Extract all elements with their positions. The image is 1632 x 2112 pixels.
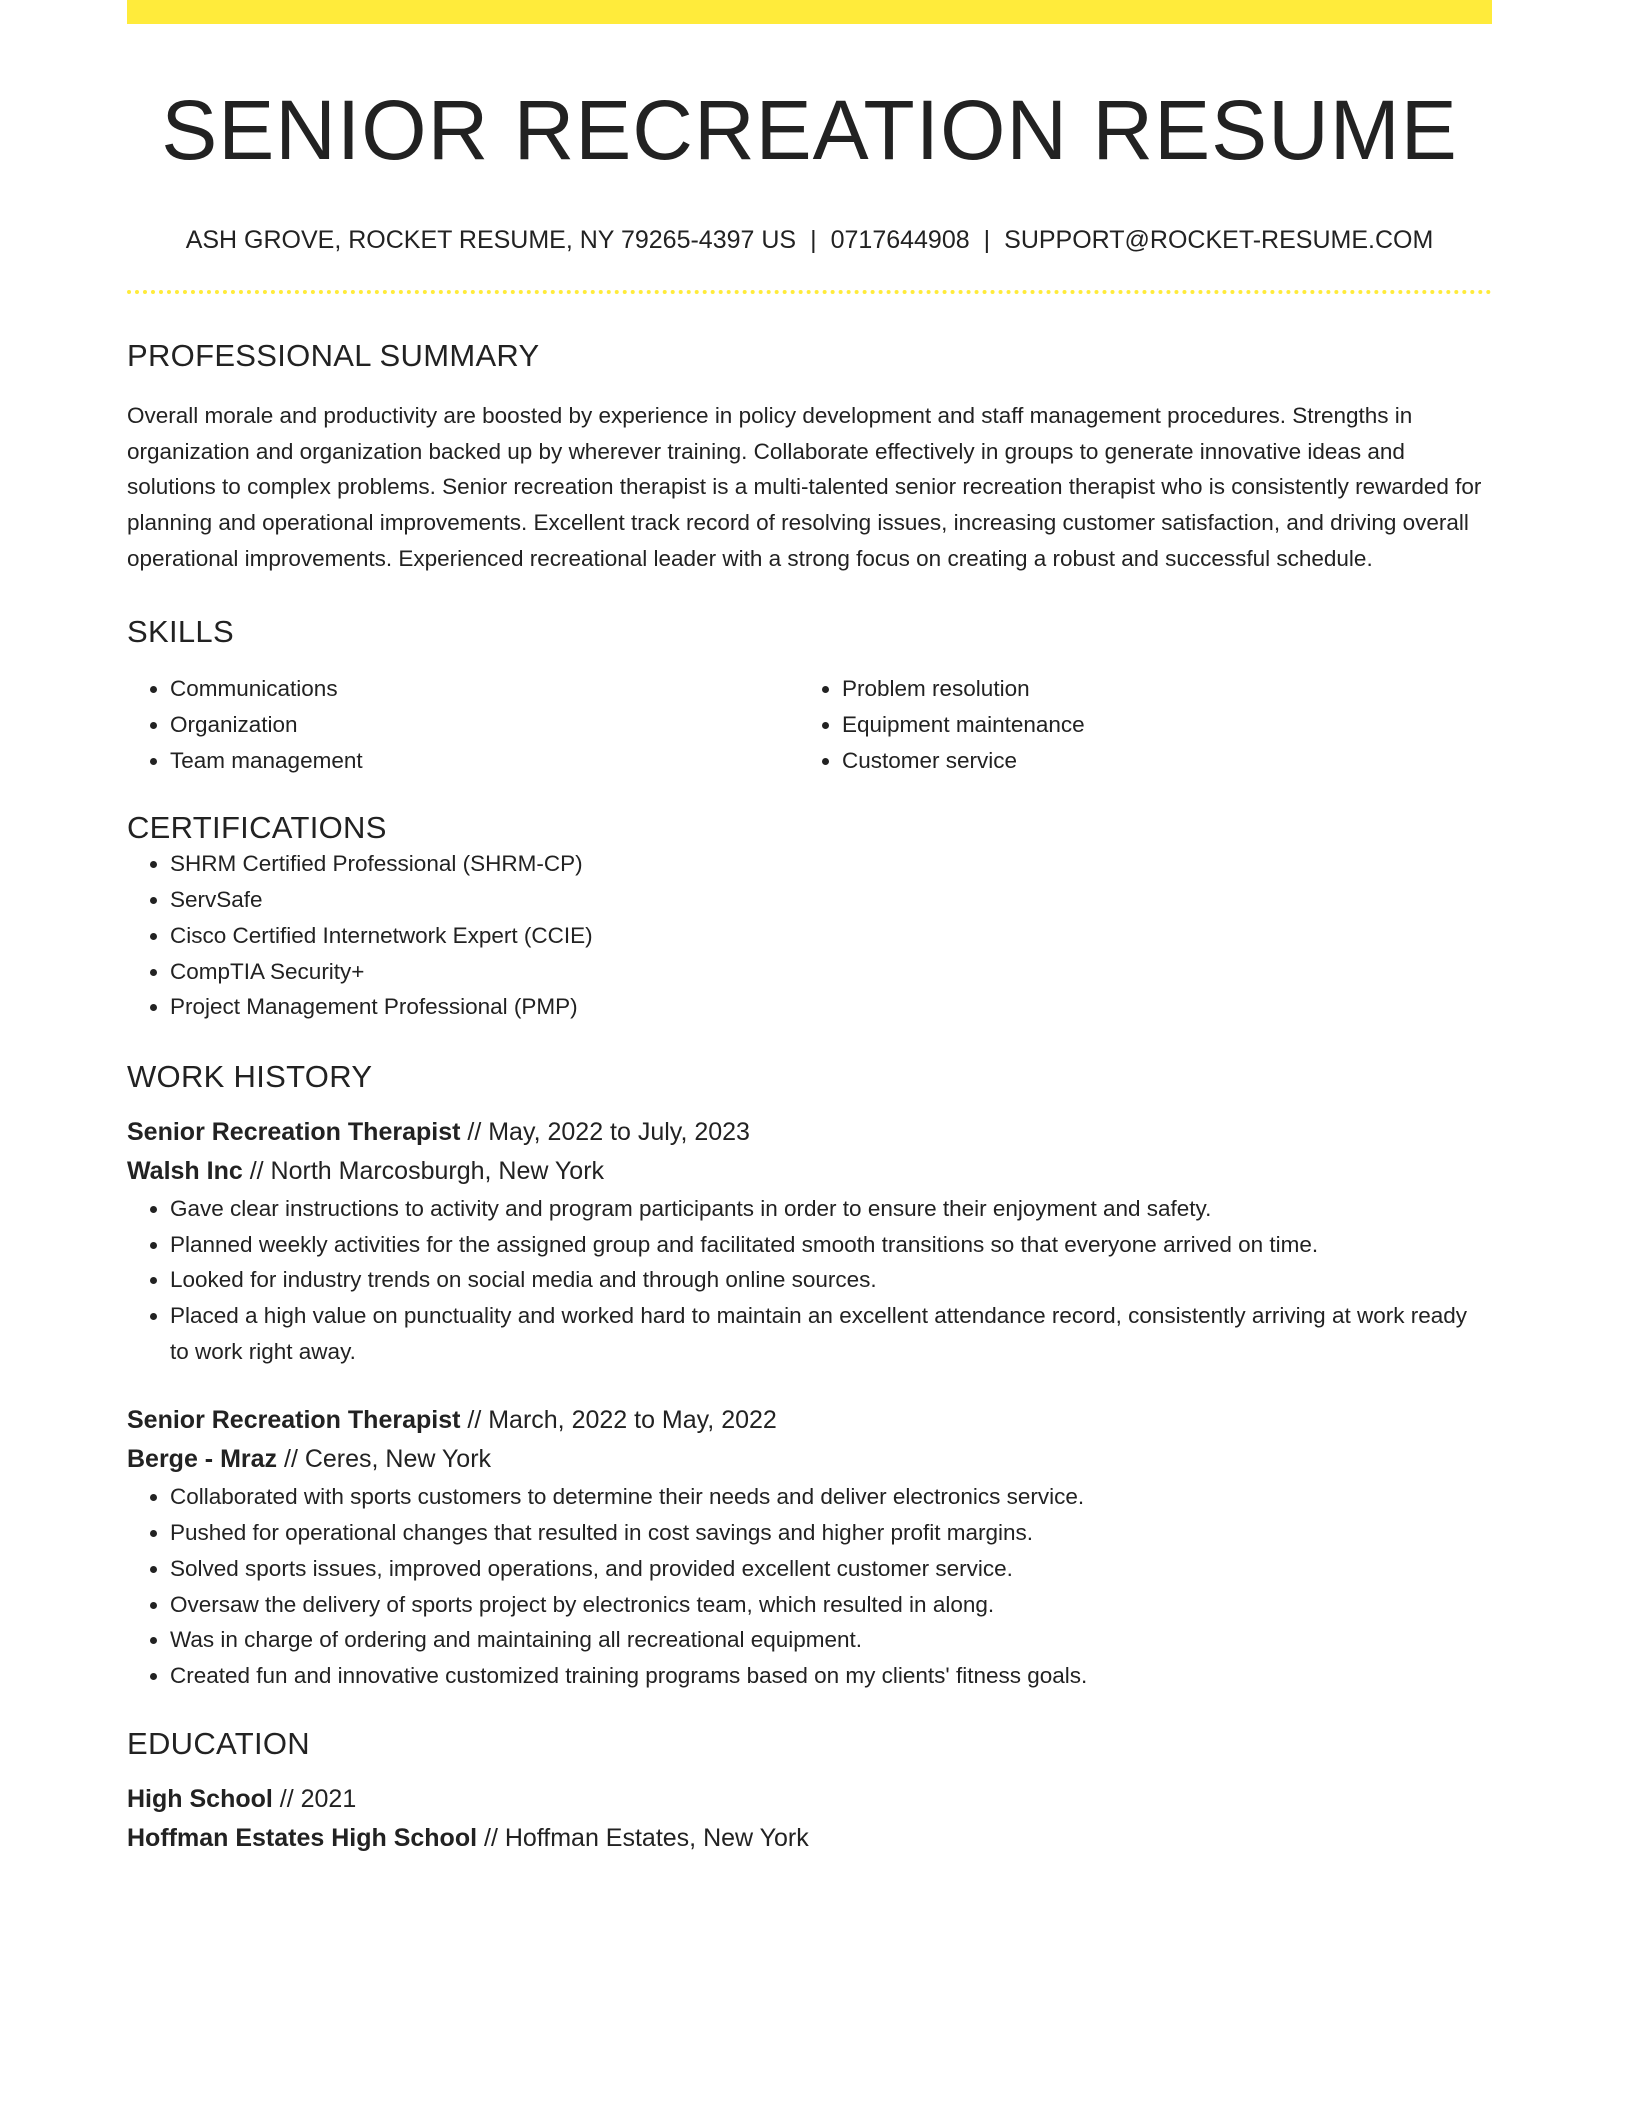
skill-item: • Problem resolution bbox=[842, 671, 1471, 707]
education-location: // Hoffman Estates, New York bbox=[477, 1823, 809, 1852]
skill-item: • Communications bbox=[170, 671, 799, 707]
contact-email: SUPPORT@ROCKET-RESUME.COM bbox=[1004, 225, 1434, 254]
skills-column-right bbox=[799, 671, 1471, 778]
skills-grid bbox=[127, 671, 1492, 778]
summary-text: Overall morale and productivity are boosted by experience in policy development and staff management procedures. Strengths in organization and organization backed up by wherever training. Collaborate effectively in groups to generate innovative ideas and solutions to complex problems. Senior recreation therapist is a multi-talented senior recreation therapist who is consistently rewarded for planning and operational improvements. Excellent track record of resolving issues, increasing customer satisfaction, and driving overall operational improvements. Experienced recreational leader with a strong focus on creating a robust and successful schedule. bbox=[127, 402, 1482, 571]
job-role-line bbox=[127, 1401, 1492, 1440]
job-dates: // March, 2022 to May, 2022 bbox=[460, 1406, 777, 1435]
education-school: Hoffman Estates High School bbox=[127, 1823, 478, 1852]
job-company-line bbox=[127, 1440, 1492, 1479]
job-duty-item: • Solved sports issues, improved operations, and provided excellent customer service. bbox=[170, 1551, 1492, 1587]
contact-line bbox=[127, 223, 1492, 258]
job-duty-item: • Gave clear instructions to activity and program participants in order to ensure their enjoyment and safety. bbox=[170, 1191, 1492, 1227]
dotted-divider bbox=[127, 290, 1492, 294]
job-duty-item: • Placed a high value on punctuality and worked hard to maintain an excellent attendance record, consistently arriving at work ready to work right away. bbox=[170, 1298, 1492, 1369]
job-duty-item: • Planned weekly activities for the assigned group and facilitated smooth transitions so that everyone arrived on time. bbox=[170, 1227, 1492, 1263]
contact-address: ASH GROVE, ROCKET RESUME, NY 79265-4397 US bbox=[185, 225, 797, 254]
job-location: // Ceres, New York bbox=[277, 1445, 492, 1474]
contact-separator: | bbox=[810, 225, 817, 254]
education-degree-line bbox=[127, 1780, 1492, 1819]
section-title-education: EDUCATION bbox=[127, 1725, 310, 1761]
section-title-skills: SKILLS bbox=[127, 614, 234, 650]
certification-item: • CompTIA Security+ bbox=[170, 954, 1492, 990]
resume-title: SENIOR RECREATION RESUME bbox=[161, 83, 1458, 177]
resume-page bbox=[127, 0, 1492, 1858]
job-duty-item: • Oversaw the delivery of sports project by electronics team, which resulted in along. bbox=[170, 1587, 1492, 1623]
section-title-certifications: CERTIFICATIONS bbox=[127, 810, 387, 846]
job-company-line bbox=[127, 1152, 1492, 1191]
job-duty-item: • Created fun and innovative customized training programs based on my clients' fitness goals. bbox=[170, 1658, 1492, 1694]
job-company: Walsh Inc bbox=[127, 1156, 243, 1185]
job-duty-item: • Pushed for operational changes that resulted in cost savings and higher profit margins. bbox=[170, 1515, 1492, 1551]
job-dates: // May, 2022 to July, 2023 bbox=[460, 1117, 750, 1146]
skill-item: • Equipment maintenance bbox=[842, 707, 1471, 743]
contact-phone: 0717644908 bbox=[830, 225, 970, 254]
education-school-line bbox=[127, 1819, 1492, 1858]
job-duty-item: • Collaborated with sports customers to determine their needs and deliver electronics service. bbox=[170, 1479, 1492, 1515]
job-duty-item: • Looked for industry trends on social media and through online sources. bbox=[170, 1262, 1492, 1298]
skill-item: • Customer service bbox=[842, 743, 1471, 779]
job-duty-item: • Was in charge of ordering and maintaining all recreational equipment. bbox=[170, 1622, 1492, 1658]
certification-item: • Cisco Certified Internetwork Expert (CCIE) bbox=[170, 918, 1492, 954]
job-role-line bbox=[127, 1113, 1492, 1152]
skills-column-left bbox=[127, 671, 799, 778]
job-company: Berge - Mraz bbox=[127, 1445, 278, 1474]
contact-separator: | bbox=[983, 225, 991, 254]
accent-top-bar bbox=[127, 0, 1492, 24]
certifications-list bbox=[127, 846, 1492, 1025]
certification-item: • Project Management Professional (PMP) bbox=[170, 989, 1492, 1025]
job-role: Senior Recreation Therapist bbox=[127, 1406, 461, 1435]
section-title-summary: PROFESSIONAL SUMMARY bbox=[127, 337, 540, 373]
job-role: Senior Recreation Therapist bbox=[127, 1117, 461, 1146]
education-year: // 2021 bbox=[272, 1784, 357, 1813]
section-title-work-history: WORK HISTORY bbox=[127, 1058, 373, 1094]
job-duties-list bbox=[127, 1479, 1492, 1693]
education-degree: High School bbox=[127, 1784, 273, 1813]
job-location: // North Marcosburgh, New York bbox=[242, 1156, 605, 1185]
skills-list-left bbox=[127, 671, 799, 778]
job-duties-list bbox=[127, 1191, 1492, 1370]
skill-item: • Organization bbox=[170, 707, 799, 743]
skills-list-right bbox=[799, 671, 1471, 778]
skill-item: • Team management bbox=[170, 743, 799, 779]
certification-item: • ServSafe bbox=[170, 882, 1492, 918]
certification-item: • SHRM Certified Professional (SHRM-CP) bbox=[170, 846, 1492, 882]
